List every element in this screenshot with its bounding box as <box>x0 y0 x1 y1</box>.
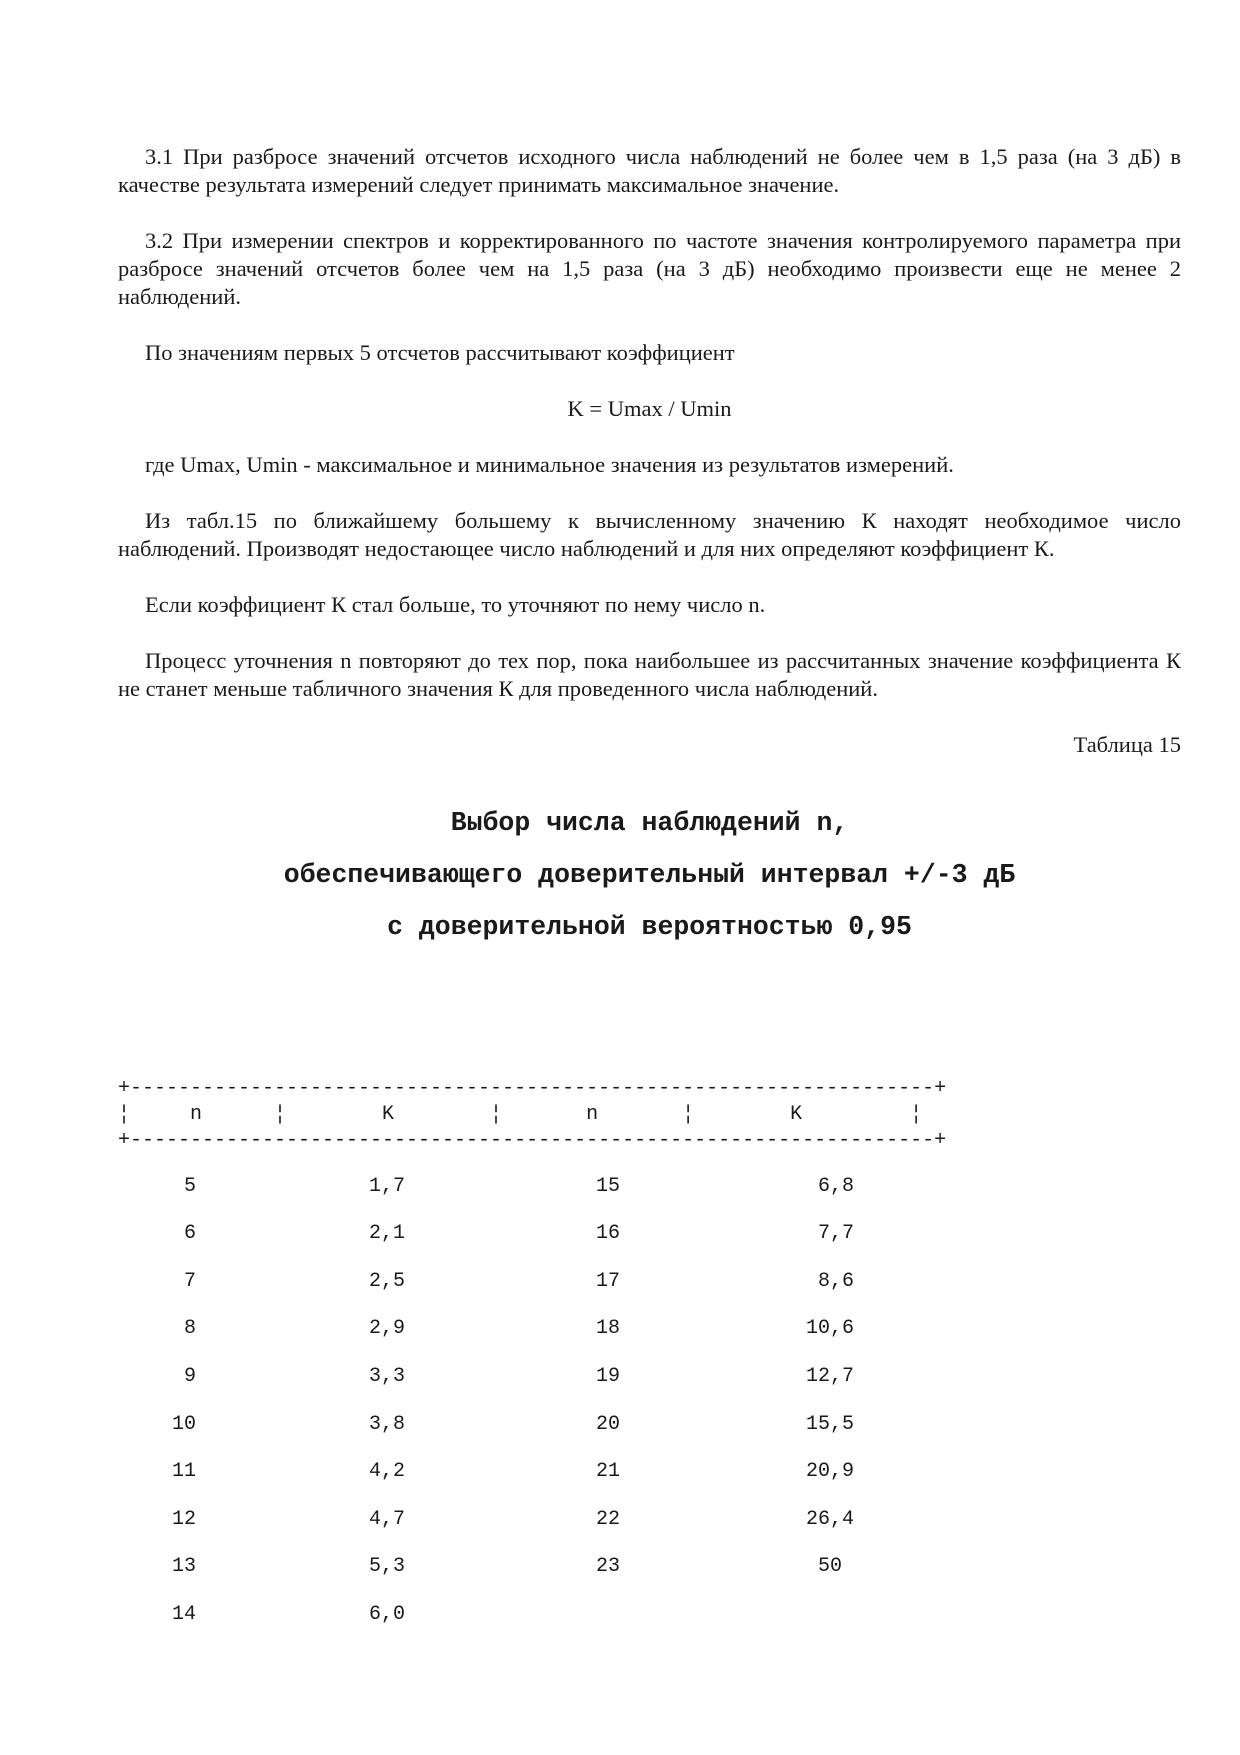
cell-k-right: 8,6 <box>817 1270 854 1293</box>
table-title <box>118 797 1181 953</box>
table-header-row: ¦ n ¦ K ¦ n ¦ K ¦ <box>118 1103 923 1126</box>
cell-n-right: 21 <box>595 1460 620 1483</box>
cell-n-left: 8 <box>183 1317 196 1340</box>
cell-k-right: 26,4 <box>805 1508 854 1531</box>
paragraph-process: Процесс уточнения n повторяют до тех пор, пока наибольшее из рассчитанных значение коэффициента К не станет меньше табличного значения К для проведенного числа наблюдений. <box>118 648 1181 701</box>
cell-n-left: 12 <box>171 1508 196 1531</box>
cell-n-right: 22 <box>595 1508 620 1531</box>
cell-n-right: 15 <box>595 1175 620 1198</box>
cell-n-right: 20 <box>595 1413 620 1436</box>
cell-n-left: 9 <box>183 1365 196 1388</box>
cell-k-left: 2,1 <box>368 1222 405 1245</box>
cell-n-right: 23 <box>595 1555 620 1578</box>
cell-k-left: 2,9 <box>368 1317 405 1340</box>
cell-n-left: 14 <box>171 1603 196 1626</box>
cell-k-left: 6,0 <box>368 1603 405 1626</box>
table-header-top-border: +-------------------------------------------------------------------+ <box>118 1077 947 1100</box>
cell-k-left: 3,8 <box>368 1413 405 1436</box>
formula: K = Umax / Umin <box>567 396 732 421</box>
cell-n-right: 19 <box>595 1365 620 1388</box>
table-caption: Таблица 15 <box>1073 732 1181 757</box>
cell-n-right: 18 <box>595 1317 620 1340</box>
paragraph-coefficient-intro: По значениям первых 5 отсчетов рассчитывают коэффициент <box>145 340 735 365</box>
cell-k-left: 4,2 <box>368 1460 405 1483</box>
cell-k-right: 20,9 <box>805 1460 854 1483</box>
cell-k-left: 4,7 <box>368 1508 405 1531</box>
table-title-line: обеспечивающего доверительный интервал +/-3 дБ <box>283 860 1016 890</box>
cell-n-left: 7 <box>183 1270 196 1293</box>
cell-n-left: 11 <box>171 1460 196 1483</box>
paragraph-refine-n: Если коэффициент К стал больше, то уточняют по нему число n. <box>145 592 766 617</box>
cell-k-right: 6,8 <box>817 1175 854 1198</box>
cell-n-left: 5 <box>183 1175 196 1198</box>
paragraph-table-lookup: Из табл.15 по ближайшему большему к вычисленному значению К находят необходимое число наблюдений. Производят недостающее число наблюдений и для них определяют коэффициент К. <box>118 508 1181 561</box>
cell-k-right: 15,5 <box>805 1413 854 1436</box>
paragraph-3-2: 3.2 При измерении спектров и корректированного по частоте значения контролируемого параметра при разбросе значений отсчетов более чем на 1,5 раза (на 3 дБ) необходимо произвести еще не менее 2 наблюдений. <box>118 228 1181 309</box>
cell-k-left: 3,3 <box>368 1365 405 1388</box>
table-header-bottom-border: +-------------------------------------------------------------------+ <box>118 1129 947 1152</box>
cell-n-left: 13 <box>171 1555 196 1578</box>
cell-n-left: 6 <box>183 1222 196 1245</box>
body-text <box>118 143 1181 759</box>
cell-k-left: 1,7 <box>368 1175 405 1198</box>
cell-k-right: 10,6 <box>805 1317 854 1340</box>
cell-k-left: 5,3 <box>368 1555 405 1578</box>
paragraph-where: где Umax, Umin - максимальное и минимальное значения из результатов измерений. <box>145 452 954 477</box>
cell-n-right: 16 <box>595 1222 620 1245</box>
table-title-line: с доверительной вероятностью 0,95 <box>387 912 912 942</box>
cell-n-right: 17 <box>595 1270 620 1293</box>
cell-k-right: 7,7 <box>817 1222 854 1245</box>
cell-k-right: 50 <box>817 1555 842 1578</box>
cell-k-right: 12,7 <box>805 1365 854 1388</box>
cell-k-left: 2,5 <box>368 1270 405 1293</box>
cell-n-left: 10 <box>171 1413 196 1436</box>
paragraph-3-1: 3.1 При разбросе значений отсчетов исходного числа наблюдений не более чем в 1,5 раза (на 3 дБ) в качестве результата измерений следует принимать максимальное значение. <box>118 144 1181 197</box>
table-title-line: Выбор числа наблюдений n, <box>450 808 849 838</box>
